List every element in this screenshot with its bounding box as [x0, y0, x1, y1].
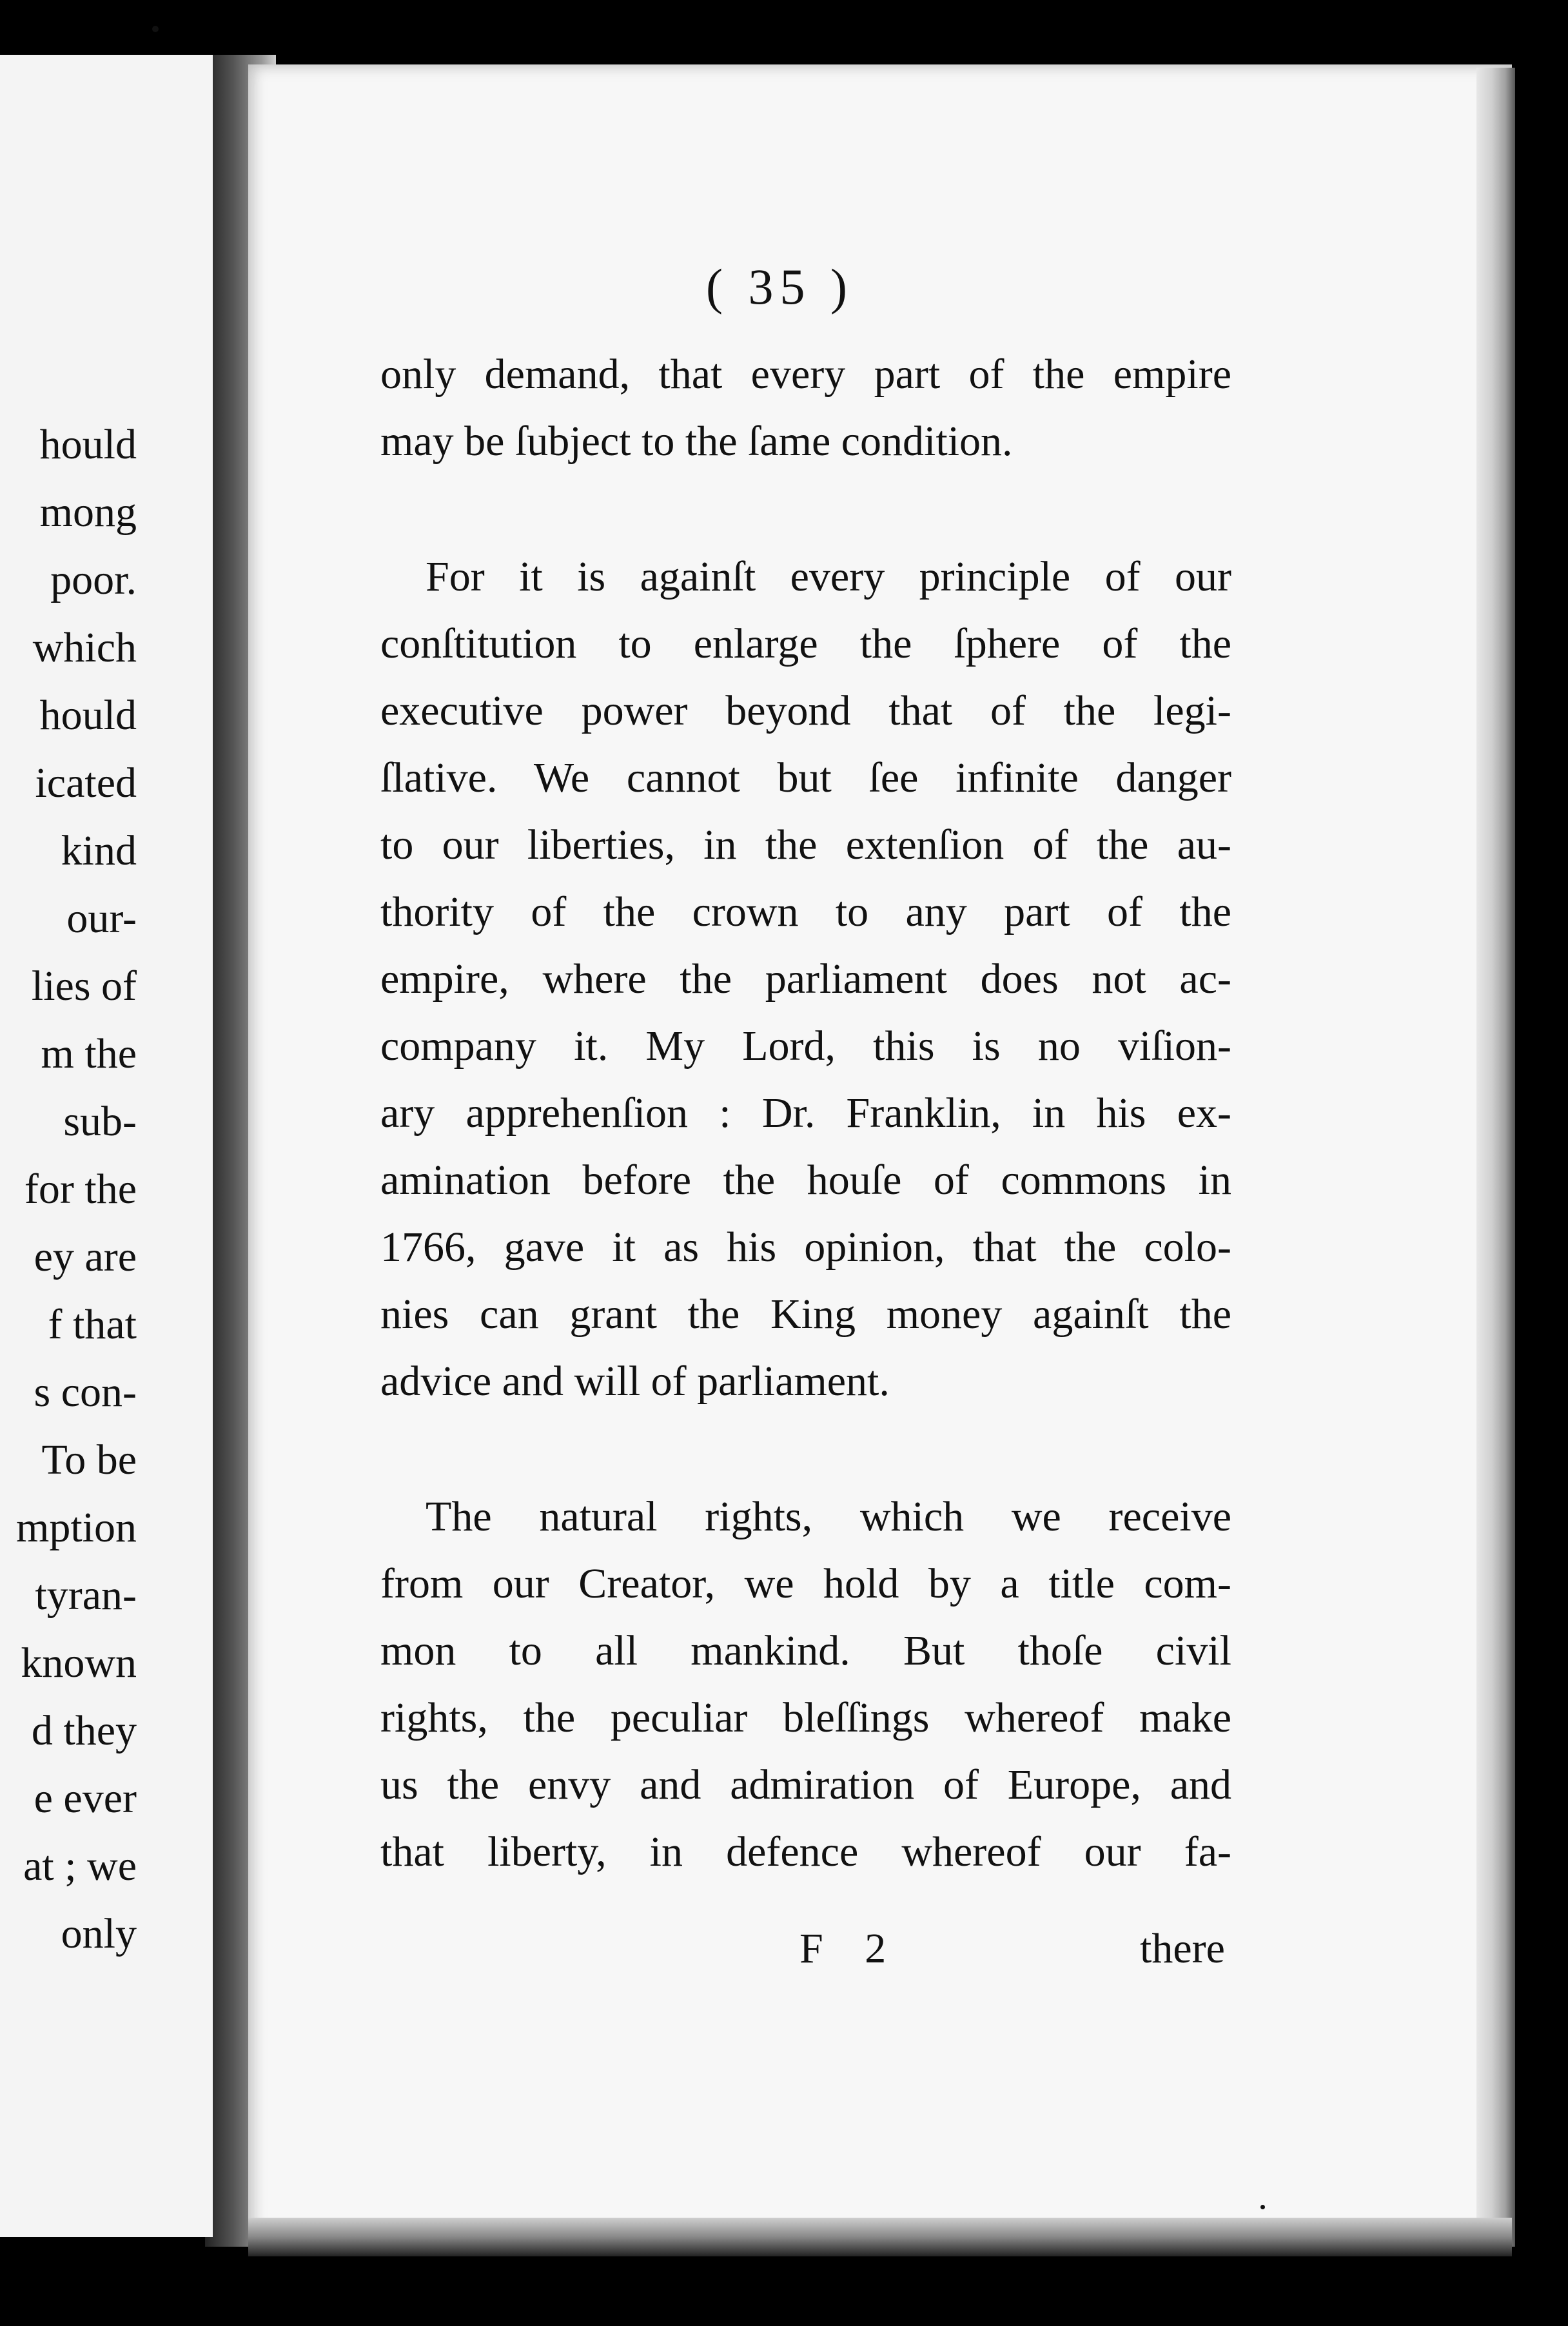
- left-page-line: kind: [61, 827, 137, 874]
- left-page-line: only: [61, 1910, 137, 1957]
- left-page-line: mong: [39, 489, 137, 536]
- body-line: ary apprehenſion : Dr. Franklin, in his ex-: [380, 1090, 1231, 1137]
- left-page-line: tyran-: [35, 1572, 137, 1619]
- left-page-line: at ; we: [23, 1842, 137, 1890]
- left-page-line: hould: [39, 692, 137, 739]
- body-line: empire, where the parliament does not ac-: [380, 955, 1231, 1002]
- left-page-line: icated: [35, 759, 137, 806]
- dust-speck: [1260, 2205, 1265, 2209]
- body-line: conſtitution to enlarge the ſphere of the: [380, 620, 1231, 667]
- body-line: company it. My Lord, this is no viſion-: [380, 1022, 1231, 1070]
- left-page-line: f that: [48, 1301, 137, 1348]
- left-page-line: To be: [41, 1436, 137, 1483]
- body-line: from our Creator, we hold by a title com-: [380, 1560, 1231, 1607]
- body-line: only demand, that every part of the empire: [380, 351, 1231, 398]
- left-page-line: ey are: [34, 1233, 137, 1280]
- body-line: The natural rights, which we receive: [426, 1493, 1231, 1540]
- left-page-line: mption: [15, 1504, 137, 1551]
- body-line: rights, the peculiar bleſſings whereof make: [380, 1694, 1231, 1741]
- body-line: ſlative. We cannot but ſee infinite danger: [380, 754, 1231, 801]
- page-number: ( 35 ): [706, 259, 854, 315]
- left-page-line: poor.: [50, 556, 137, 603]
- left-page: [0, 55, 213, 2237]
- body-line: may be ſubject to the ſame condition.: [380, 418, 1013, 465]
- catchword: there: [1140, 1925, 1225, 1972]
- page-edge: [1476, 68, 1515, 2247]
- left-page-line: sub-: [63, 1098, 137, 1145]
- body-line: For it is againſt every principle of our: [426, 553, 1231, 600]
- left-page-line: m the: [41, 1030, 137, 1077]
- page-bottom-edge: [248, 2218, 1512, 2256]
- body-line: nies can grant the King money againſt the: [380, 1291, 1231, 1338]
- left-page-line: which: [32, 624, 137, 671]
- signature-mark: F 2: [799, 1925, 902, 1972]
- body-line: that liberty, in defence whereof our fa-: [380, 1828, 1231, 1875]
- body-line: amination before the houſe of commons in: [380, 1157, 1231, 1204]
- body-line: us the envy and admiration of Europe, and: [380, 1761, 1231, 1808]
- body-line: mon to all mankind. But thoſe civil: [380, 1627, 1231, 1674]
- left-page-line: hould: [39, 421, 137, 468]
- left-page-line: e ever: [34, 1775, 137, 1822]
- body-line: thority of the crown to any part of the: [380, 888, 1231, 935]
- left-page-line: d they: [31, 1707, 137, 1754]
- left-page-line: lies of: [31, 963, 137, 1010]
- left-page-line: our-: [66, 895, 137, 942]
- body-line: 1766, gave it as his opinion, that the colo-: [380, 1224, 1231, 1271]
- left-page-line: known: [21, 1639, 137, 1686]
- body-line: executive power beyond that of the legi-: [380, 687, 1231, 734]
- left-page-line: s con-: [34, 1369, 137, 1416]
- body-line: to our liberties, in the extenſion of the au-: [380, 821, 1231, 868]
- left-page-line: for the: [24, 1166, 137, 1213]
- dust-speck: [152, 26, 159, 32]
- body-line: advice and will of parliament.: [380, 1358, 890, 1405]
